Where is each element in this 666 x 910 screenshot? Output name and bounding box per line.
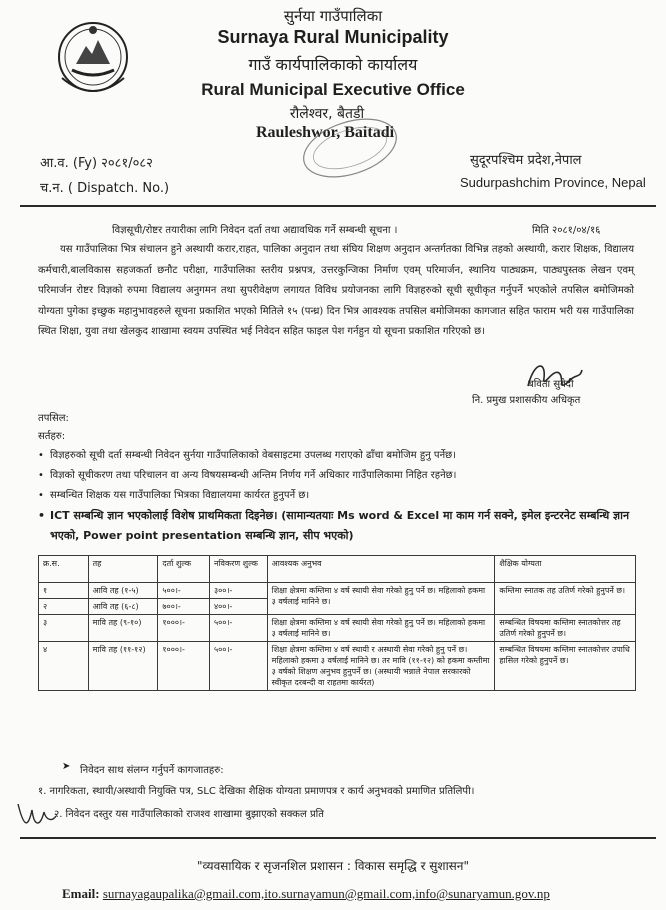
table-row — [39, 642, 636, 691]
table-cell: आवि तह (१-५) — [88, 583, 158, 599]
arrow-bullet-icon: ➤ — [62, 761, 71, 772]
table-cell: ४००।- — [209, 599, 267, 615]
table-cell: ५००।- — [209, 642, 267, 691]
col-header: शैक्षिक योग्यता — [495, 556, 636, 583]
col-header: नविकरण शुल्क — [209, 556, 267, 583]
exec-office-np: गाउँ कार्यपालिकाको कार्यालय — [248, 55, 418, 74]
signatory-title: नि. प्रमुख प्रशासकीय अधिकृत — [472, 395, 581, 406]
province-en: Sudurpashchim Province, Nepal — [460, 175, 646, 190]
list-item: • विज्ञहरुको सूची दर्ता सम्बन्धी निवेदन सुर्नया गाउँपालिकाको वेबसाइटमा उपलब्ध गराएको ढाँचा बमोजिम हुनु पर्नेछ। — [38, 446, 638, 466]
list-item: • विज्ञको सूचीकरण तथा परिचालन वा अन्य विषयसम्बन्धी अन्तिम निर्णय गर्ने अधिकार गाउँपालिकामा निहित रहनेछ। — [38, 466, 638, 486]
table-cell: मावि तह (९-१०) — [88, 615, 158, 642]
table-header-row — [39, 556, 636, 583]
handwritten-mark-icon — [14, 798, 58, 832]
table-cell: २ — [39, 599, 89, 615]
attachment-item: २. निवेदन दस्तुर यस गाउँपालिकाको राजश्व शाखामा बुझाएको सक्कल प्रति — [54, 809, 324, 820]
table-cell: मावि तह (११-१२) — [88, 642, 158, 691]
list-item: • सम्बन्धित शिक्षक यस गाउँपालिका भित्रका विद्यालयमा कार्यरत हुनुपर्ने छ। — [38, 486, 638, 506]
table-row — [39, 615, 636, 642]
table-cell: आवि तह (६-८) — [88, 599, 158, 615]
office-name-np: सुर्नया गाउँपालिका — [283, 7, 383, 25]
table-cell: कम्तिमा स्नातक तह उतिर्ण गरेको हुनुपर्ने छ। — [495, 583, 636, 615]
table-cell: १०००।- — [158, 642, 210, 691]
footer-divider — [20, 837, 656, 839]
place-en: Rauleshwor, Baitadi — [255, 124, 395, 141]
place-np: रौलेश्वर, बैतडी — [289, 106, 365, 122]
table-cell: १ — [39, 583, 89, 599]
notice-date: मिति २०८१/०४/१६ — [532, 225, 601, 236]
footer-email — [62, 886, 550, 902]
col-header: तह — [88, 556, 158, 583]
email-links[interactable]: surnayagaupalika@gmail.com,ito.surnayamun@gmail.com,info@sunaryamun.gov.np — [102, 886, 550, 901]
table-cell: ३ — [39, 615, 89, 642]
schedule-label: तपसिल: — [38, 413, 69, 424]
attachments-heading: निवेदन साथ संलग्न गर्नुपर्ने कागजातहरु: — [80, 765, 224, 776]
signatory-name: बविता सुवेदी — [528, 379, 574, 390]
table-cell: ५००।- — [209, 615, 267, 642]
fiscal-year: आ.व. (Fy) २०८१/०८२ — [40, 156, 153, 171]
table-cell: शिक्षा क्षेत्रमा कम्तिमा ४ वर्ष स्थायी र अस्थायी सेवा गरेको हुनु पर्ने छ। महिलाको हकमा ३ वर्षलाई मानिने छ। तर मावि (११-१२) को हकमा कम्तीमा ३ वर्षको शिक्षण अनुभव हुनुपर्ने छ। (अस्थायी भन्नाले नेपाल सरकारको स्वीकृत दरबन्दी वा राहतमा कार्यरत) — [267, 642, 495, 691]
notice-body: यस गाउँपालिका भित्र संचालन हुने अस्थायी करार,राहत, पालिका अनुदान तथा संघिय शिक्षण अनुदान अन्तर्गतका विभिन्न तहको अस्थायी, करार शिक्षक, विद्यालय कर्मचारी,बालविकास सहजकर्ता छनौट परीक्षा, गाउँपालिका स्तरीय प्रश्नपत्र, उत्तरकुन्जिका निर्माण एवम् परिमार्जन, स्थानिय पाठ्यक्रम, पाठ्यपुस्तक लेखन एवम् परिमार्जन रोष्टर विज्ञको रुपमा विद्यालय अनुगमन तथा सुपरीवेक्षण लगायत विविध प्रयोजनका लागि विज्ञहरुको सूची सूचीकृत गर्नुपर्ने भएकोले तपसिल बमोजिमको योग्यता पुगेका इच्छुक महानुभावहरुले सूचना प्रकाशित भएको मितिले १५ (पन्ध्र) दिन भित्र आवश्यक तपसिल बमोजिमका कागजात सहित फाराम भरी यस गाउँपालिका स्थित शिक्षा, युवा तथा खेलकुद शाखामा स्वयम उपस्थित भई निवेदन सहित फाइल पेश गर्नहुन यो सूचना प्रकाशित गरिएको छ। — [38, 244, 634, 337]
requirements-table — [38, 555, 636, 691]
col-header: क्र.स. — [39, 556, 89, 583]
table-cell: ५००।- — [158, 583, 210, 599]
col-header: दर्ता शुल्क — [158, 556, 210, 583]
office-stamp-icon — [280, 118, 420, 184]
email-label: Email: — [62, 886, 100, 901]
footer-slogan: "व्यवसायिक र सृजनशिल प्रशासन : विकास समृद्धि र सुशासन" — [197, 859, 469, 873]
table-cell: सम्बन्धित विषयमा कम्तिमा स्नातकोत्तर उपाधि हासिल गरेको हुनुपर्ने छ। — [495, 642, 636, 691]
conditions-label: सर्तहरु: — [38, 431, 66, 442]
dispatch-no: च.न. ( Dispatch. No.) — [40, 181, 170, 196]
office-name-en: Surnaya Rural Municipality — [217, 27, 449, 47]
conditions-list — [38, 446, 638, 546]
table-cell: शिक्षा क्षेत्रमा कम्तिमा ४ वर्ष स्थायी सेवा गरेको हुनु पर्ने छ। महिलाको हकमा ३ वर्षलाई मानिने छ। — [267, 615, 495, 642]
notice-subject: विज्ञसूची/रोष्टर तयारीका लागि निवेदन दर्ता तथा अद्यावधिक गर्ने सम्बन्धी सूचना । — [112, 225, 398, 236]
province-np: सुदूरपश्चिम प्रदेश,नेपाल — [470, 153, 582, 168]
table-cell: १०००।- — [158, 615, 210, 642]
header-divider — [20, 205, 656, 207]
table-cell: शिक्षा क्षेत्रमा कम्तिमा ४ वर्ष स्थायी सेवा गरेको हुनु पर्ने छ। महिलाको हकमा ३ वर्षलाई मानिने छ। — [267, 583, 495, 615]
table-cell: ७००।- — [158, 599, 210, 615]
attachment-item: १. नागरिकता, स्थायी/अस्थायी नियुक्ति पत्र, SLC देखिका शैक्षिक योग्यता प्रमाणपत्र र कार्य अनुभवको प्रमाणित प्रतिलिपी। — [38, 786, 475, 797]
table-row — [39, 583, 636, 599]
table-cell: ४ — [39, 642, 89, 691]
table-cell: ३००।- — [209, 583, 267, 599]
list-item: • ICT सम्बन्धि ज्ञान भएकोलाई विशेष प्राथमिकता दिइनेछ। (सामान्यतयाः Ms word & Excel मा काम गर्न सक्ने, इमेल इन्टरनेट सम्बन्धि ज्ञान भएको, Power point presentation सम्बन्धि ज्ञान, सीप भएको) — [38, 506, 638, 546]
col-header: आवश्यक अनुभव — [267, 556, 495, 583]
table-cell: सम्बन्धित विषयमा कम्तिमा स्नातकोत्तर तह उतिर्ण गरेको हुनुपर्ने छ। — [495, 615, 636, 642]
exec-office-en: Rural Municipal Executive Office — [201, 80, 465, 99]
